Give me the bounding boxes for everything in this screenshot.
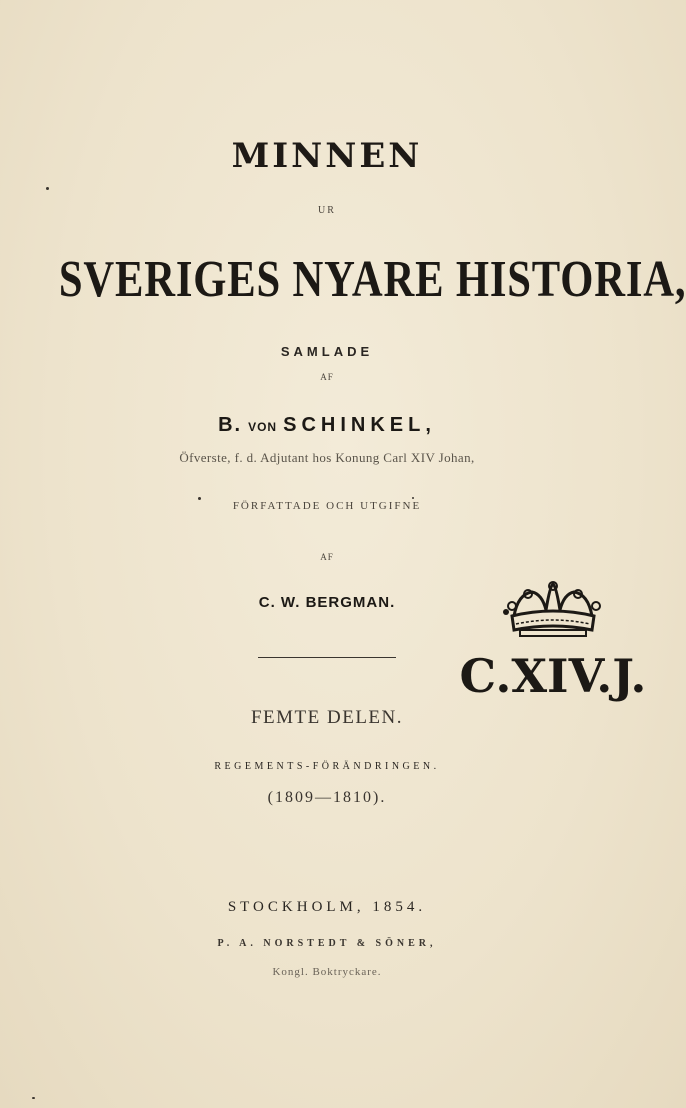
af-label-first: AF — [320, 372, 334, 382]
author-initial: B. — [218, 414, 243, 436]
author-von: VON — [248, 420, 278, 434]
blackletter-heading: MINNEN — [231, 136, 423, 176]
forfattade-label: FÖRFATTADE OCH UTGIFNE — [232, 500, 422, 512]
subject-title: REGEMENTS-FÖRÄNDRINGEN. — [214, 761, 440, 772]
printer-name: P. A. NORSTEDT & SÖNER, — [217, 938, 437, 949]
crown-monogram-icon — [459, 580, 647, 703]
monogram-text: C.XIV.J. — [459, 649, 647, 703]
author-name — [0, 414, 654, 437]
decorative-speck — [46, 187, 49, 190]
ur-label: UR — [318, 205, 336, 216]
place-year: STOCKHOLM, 1854. — [227, 899, 427, 915]
author-description: Öfverste, f. d. Adjutant hos Konung Carl XIV Johan, — [179, 450, 475, 465]
part-title: FEMTE DELEN. — [250, 707, 404, 728]
decorative-speck — [412, 497, 414, 499]
decorative-speck — [32, 1097, 35, 1099]
author-surname: SCHINKEL, — [283, 414, 436, 436]
samlade-label: SAMLADE — [280, 344, 374, 359]
main-title: SVERIGES NYARE HISTORIA, — [58, 251, 686, 308]
decorative-speck — [198, 497, 201, 500]
printer-title: Kongl. Boktryckare. — [272, 966, 382, 978]
years-range: (1809—1810). — [267, 789, 387, 806]
divider-rule — [258, 657, 396, 658]
af-label-second: AF — [320, 552, 334, 562]
editor-name: C. W. BERGMAN. — [258, 594, 396, 611]
